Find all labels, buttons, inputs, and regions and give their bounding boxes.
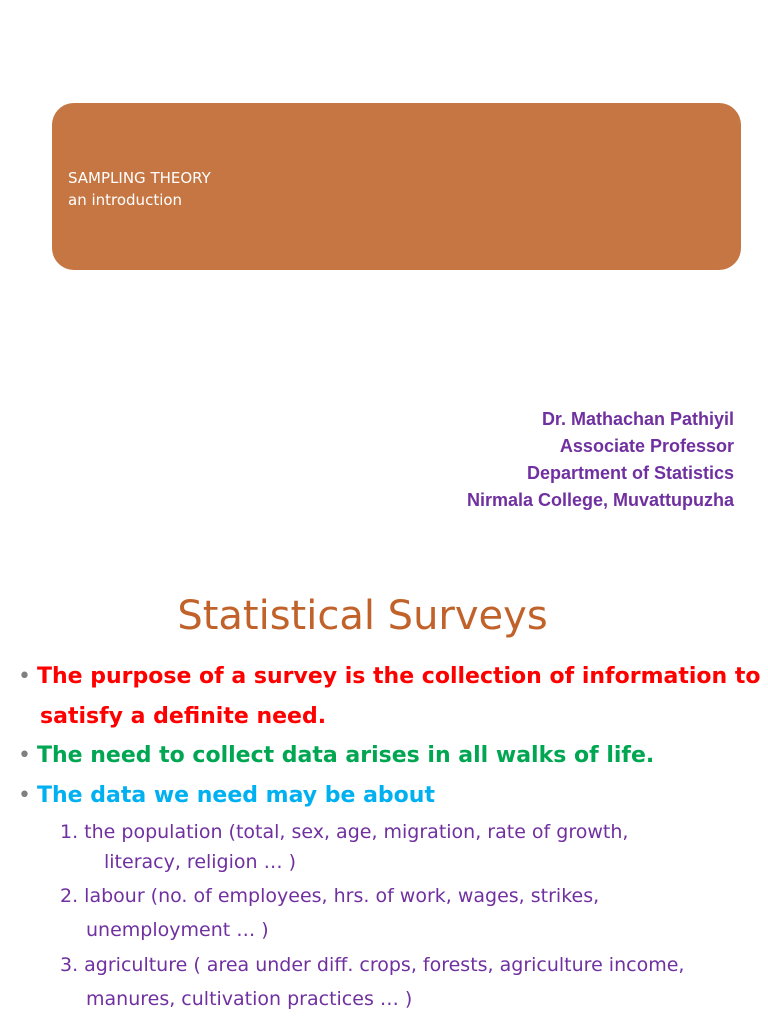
author-department: Department of Statistics <box>526 463 734 483</box>
list-item: 1. the population (total, sex, age, migration, rate of growth, <box>60 821 629 843</box>
bullet-dot: • <box>18 743 31 768</box>
banner-text <box>68 167 211 211</box>
bullet-dot: • <box>18 664 31 689</box>
bullet-data <box>18 776 435 816</box>
list-item: 2. labour (no. of employees, hrs. of work, wages, strikes, <box>60 885 600 907</box>
bullet-text-continued: satisfy a definite need. <box>40 704 327 729</box>
section-title: Statistical Surveys <box>177 593 548 639</box>
slide-title: SAMPLING THEORY <box>68 169 211 187</box>
slide-subtitle: an introduction <box>68 191 183 209</box>
title-banner <box>52 103 741 270</box>
bullet-dot: • <box>18 783 31 808</box>
bullet-text: The data we need may be about <box>36 783 435 808</box>
list-item-continued: literacy, religion … ) <box>104 851 297 873</box>
list-item-continued: manures, cultivation practices … ) <box>86 988 413 1010</box>
list-item-continued: unemployment … ) <box>86 919 269 941</box>
bullet-text: The need to collect data arises in all walks of life. <box>36 743 655 768</box>
bullet-text: The purpose of a survey is the collection of information to <box>36 664 761 689</box>
bullet-need <box>18 736 654 776</box>
bullet-purpose <box>18 657 761 729</box>
author-block <box>467 406 734 514</box>
author-position: Associate Professor <box>559 436 734 456</box>
list-item: 3. agriculture ( area under diff. crops, forests, agriculture income, <box>60 954 685 976</box>
author-institution: Nirmala College, Muvattupuzha <box>466 490 734 510</box>
author-name: Dr. Mathachan Pathiyil <box>541 409 734 429</box>
